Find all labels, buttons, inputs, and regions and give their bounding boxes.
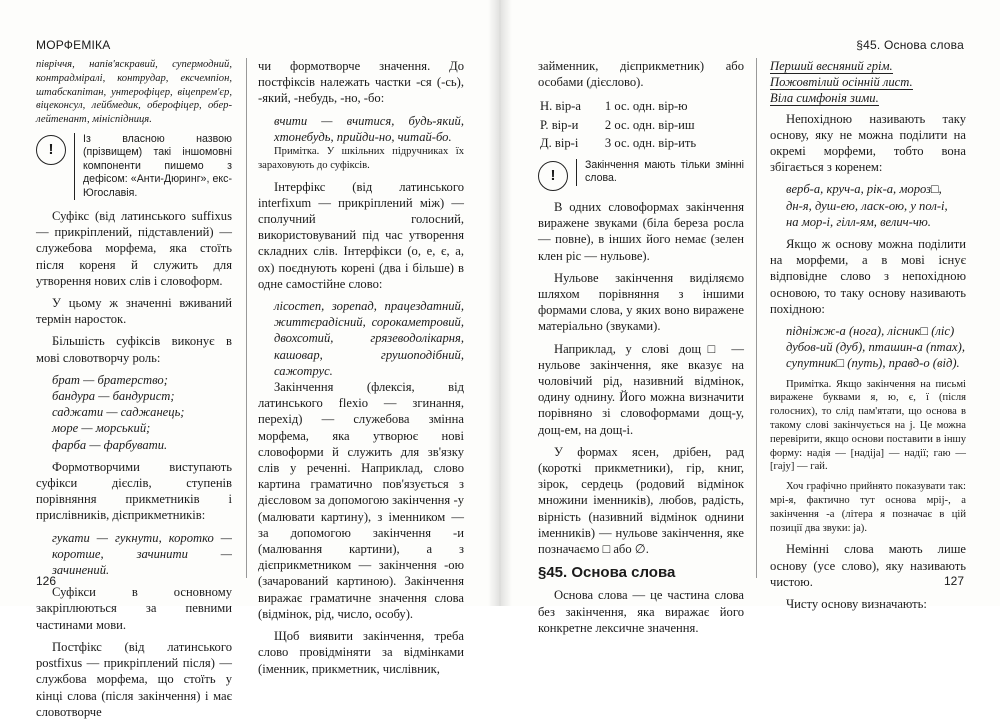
example-line: підніжж-а (нога), лісник□ (ліс) [786,324,955,339]
stem-definition: Основа слова — це частина слова без закінчення, яка виражає його конкретне лексичне значення. [538,588,744,635]
example-line: гукати — гукнути, коротко — коротше, зачинити — зачинений. [52,530,232,578]
suffix-term-note: У цьому ж значенні вживаний термін наросток. [36,296,232,327]
exclamation-icon: ! [538,161,568,191]
table-row [540,98,718,114]
ending-definition: Закінчення (флексія, від латинського flexio — згинання, перехід) — служебова змінна морфема, яка утворює нові словоформи й служить для зв'язку слів у реченні. Наприклад, слово картина граматично пов'язується з дієсловом за допомогою закінчення -у (малювати картину), з іменником — за допомогою закінчення -и (малювання картини), а з дієприкметником — закінчення -ою (зачарований картиною). Закінчення виражає граматичне значення слова (відмінок, рід, число, особу). [258,380,464,621]
example-line: дн-я, душ-ею, ласк-ою, у пол-і, [786,198,948,213]
nonderived-stem: Непохідною називають таку основу, яку не можна поділити на окремі морфеми, тобто вона збігається з коренем: [770,111,966,175]
postfix-continued: чи формотворче значення. До постфіксів належать частки -ся (-сь), -який, -небудь, -но, -бо: [258,59,464,106]
stem-note-2: Хоч графічно прийнято показувати так: мрі-я, фактично тут основа мрij-, а закінчення -а (літера я позначає в цій позиції два звуки: ja). [770,481,966,534]
note-box [538,159,744,191]
postfix-definition: Постфікс (від латинського postfixus — прикріплений після) — службова морфема, що стоїть у кінці слова (після закінчення) і має словотворче [36,639,232,719]
note-text: Закінчення мають тільки змінні слова. [576,159,744,186]
note-text: Із власною назвою (прізвищем) такі іншомовні компоненти пишемо з дефісом: «Анти-Дюринг», екс-Югославія. [74,133,232,200]
suffix-definition: Суфікс (від латинського suffixus — прикріплений, підставлений) — служебова морфема, яка стоїть після кореня й служить для утворення нових слів і словоформ. [36,209,232,288]
nonderived-examples [786,181,966,230]
exclamation-icon: ! [36,135,66,165]
right-column-1 [538,58,744,642]
ending-types: В одних словоформах закінчення виражене звуками (біла береза росла — повне), в інших його немає (зелен клен ріс — нульове). [538,200,744,263]
example-line: бандура — бандурист; [52,389,175,404]
suffix-summary: Суфікси в основному закріплюються за певними частинами мови. [36,585,232,632]
section-heading: §45. Основа слова [538,564,676,582]
zero-ending: Нульове закінчення виділяємо шляхом порівняння з іншими формами слова, у яких воно виражене матеріально (звуками). [538,270,744,334]
declension-table [538,96,720,153]
interfix-definition: Інтерфікс (від латинського interfixum — прикріплений між) — сполучний голосний, використовуваний під час утворення складних слів. Інтерфікси (о, е, є, а, ох) поєднують корені (два і більше) в одне самостійне слово: [258,179,464,291]
example-line: супутник□ (путь), правд-о (від). [786,356,960,371]
note-box [36,133,232,200]
left-column-1 [36,58,232,726]
table-cell: 2 ос. одн. вір-иш [604,117,695,132]
phrase: Віла симфонія зими. [770,91,879,106]
page-number-left: 126 [36,574,57,588]
table-row [540,135,718,151]
zero-ending-example: Наприклад, у слові дощ□ — нульове закінчення, яке вказує на чоловічий рід, називний відмінок, одину однину. Його можна визначити порівняно зі словоформами дощ-у, дощ-ем, на дощ-і. [538,341,744,437]
table-row [540,117,718,133]
declension-intro: займенник, дієприкметник) або особами (дієслово). [538,59,744,90]
example-line: на мор-і, гілл-ям, велич-чю. [786,214,931,229]
running-head-left: МОРФЕМІКА [36,38,111,52]
phrase: Пожовтілий осінній лист. [770,75,913,90]
left-column-2 [258,58,464,683]
formative-suffixes: Формотворчими виступають суфікси дієслів, ступенів порівняння прикметників і прислівників, дієприкметників: [36,459,232,523]
right-page [500,0,1000,635]
page-number-right: 127 [943,574,964,588]
suffix-examples [52,372,232,453]
table-cell: Д. вір-і [540,135,579,150]
column-divider [756,58,757,578]
table-cell: 3 ос. одн. вір-ить [604,135,697,150]
pure-stem-detect: Чисту основу визначають: [786,597,927,612]
example-line: саджати — саджанець; [52,405,185,420]
formative-examples [52,530,232,579]
postfix-note: Примітка. У шкільних підручниках їх зараховують до суфіксів. [258,146,464,171]
left-page [0,0,500,719]
phrase: Перший весняний грім. [770,59,893,73]
table-cell: Р. вір-и [540,117,579,132]
example-line: верб-а, круч-а, рік-а, мороз□, [786,182,942,197]
stem-note: Примітка. Якщо закінчення на письмі виражене буквами я, ю, є, ї (після голосних), то слід пам'ятати, що основа в такому слові закінчується на j. Це можна перевірити, якщо основи поставити в іншу форму: надія — [надіjа] — надії; гаю — [гаjу] — гай. [770,378,966,473]
column-divider [246,58,247,578]
postfix-examples: вчити — вчитися, будь-який, хтонебудь, прийди-но, читай-бо. [274,113,464,144]
book-gutter [488,0,512,606]
analyzed-phrases [770,58,966,107]
table-cell: 1 ос. одн. вір-ю [604,99,688,114]
right-column-2 [770,58,966,618]
derived-stem: Якщо ж основу можна поділити на морфеми, а в мові існує відповідне слово з непохідною основою, то таку основу називають похідною: [770,237,966,316]
example-line: фарба — фарбувати. [52,437,168,452]
suffix-role: Більшість суфіксів виконує в мові словотворчу роль: [36,334,232,365]
table-cell: Н. вір-а [540,99,581,114]
example-line: море — морський; [52,421,151,436]
example-line: брат — братерство; [52,372,168,387]
example-line: дубов-ий (дуб), пташин-а (птах), [786,340,965,355]
interfix-examples: лісостеп, зорепад, працездатний, життєрадісний, сорокаметровий, двохсотий, грязеводолікарня, кашовар, грушоподібний, сажотрус. [274,299,464,378]
prefix-examples: півріччя, напів'яскравий, супермодний, контрадміралі, контрудар, ексчемпіон, штабскапітан, унтерофіцер, віцепрем'єр, віцеконсул, лейбмедик, оберофіцер, оберлейтенант, мініспідниця. [36,59,232,126]
zero-ending-forms: У формах ясен, дрібен, рад (короткі прикметники), гір, книг, зірок, сердець (родовий відмінок множини іменників), любов, радість, вірність (називний відмінок однини іменників) — нульове закінчення, яке позначаємо □ або ∅. [538,444,744,557]
pure-stem: Немінні слова мають лише основу (усе слово), яку називають чистою. [770,542,966,589]
derived-examples [786,323,966,372]
ending-how-to-find: Щоб виявити закінчення, треба слово провідміняти за відмінками (іменник, прикметник, числівник, [258,629,464,676]
running-head-right: §45. Основа слова [856,38,964,52]
